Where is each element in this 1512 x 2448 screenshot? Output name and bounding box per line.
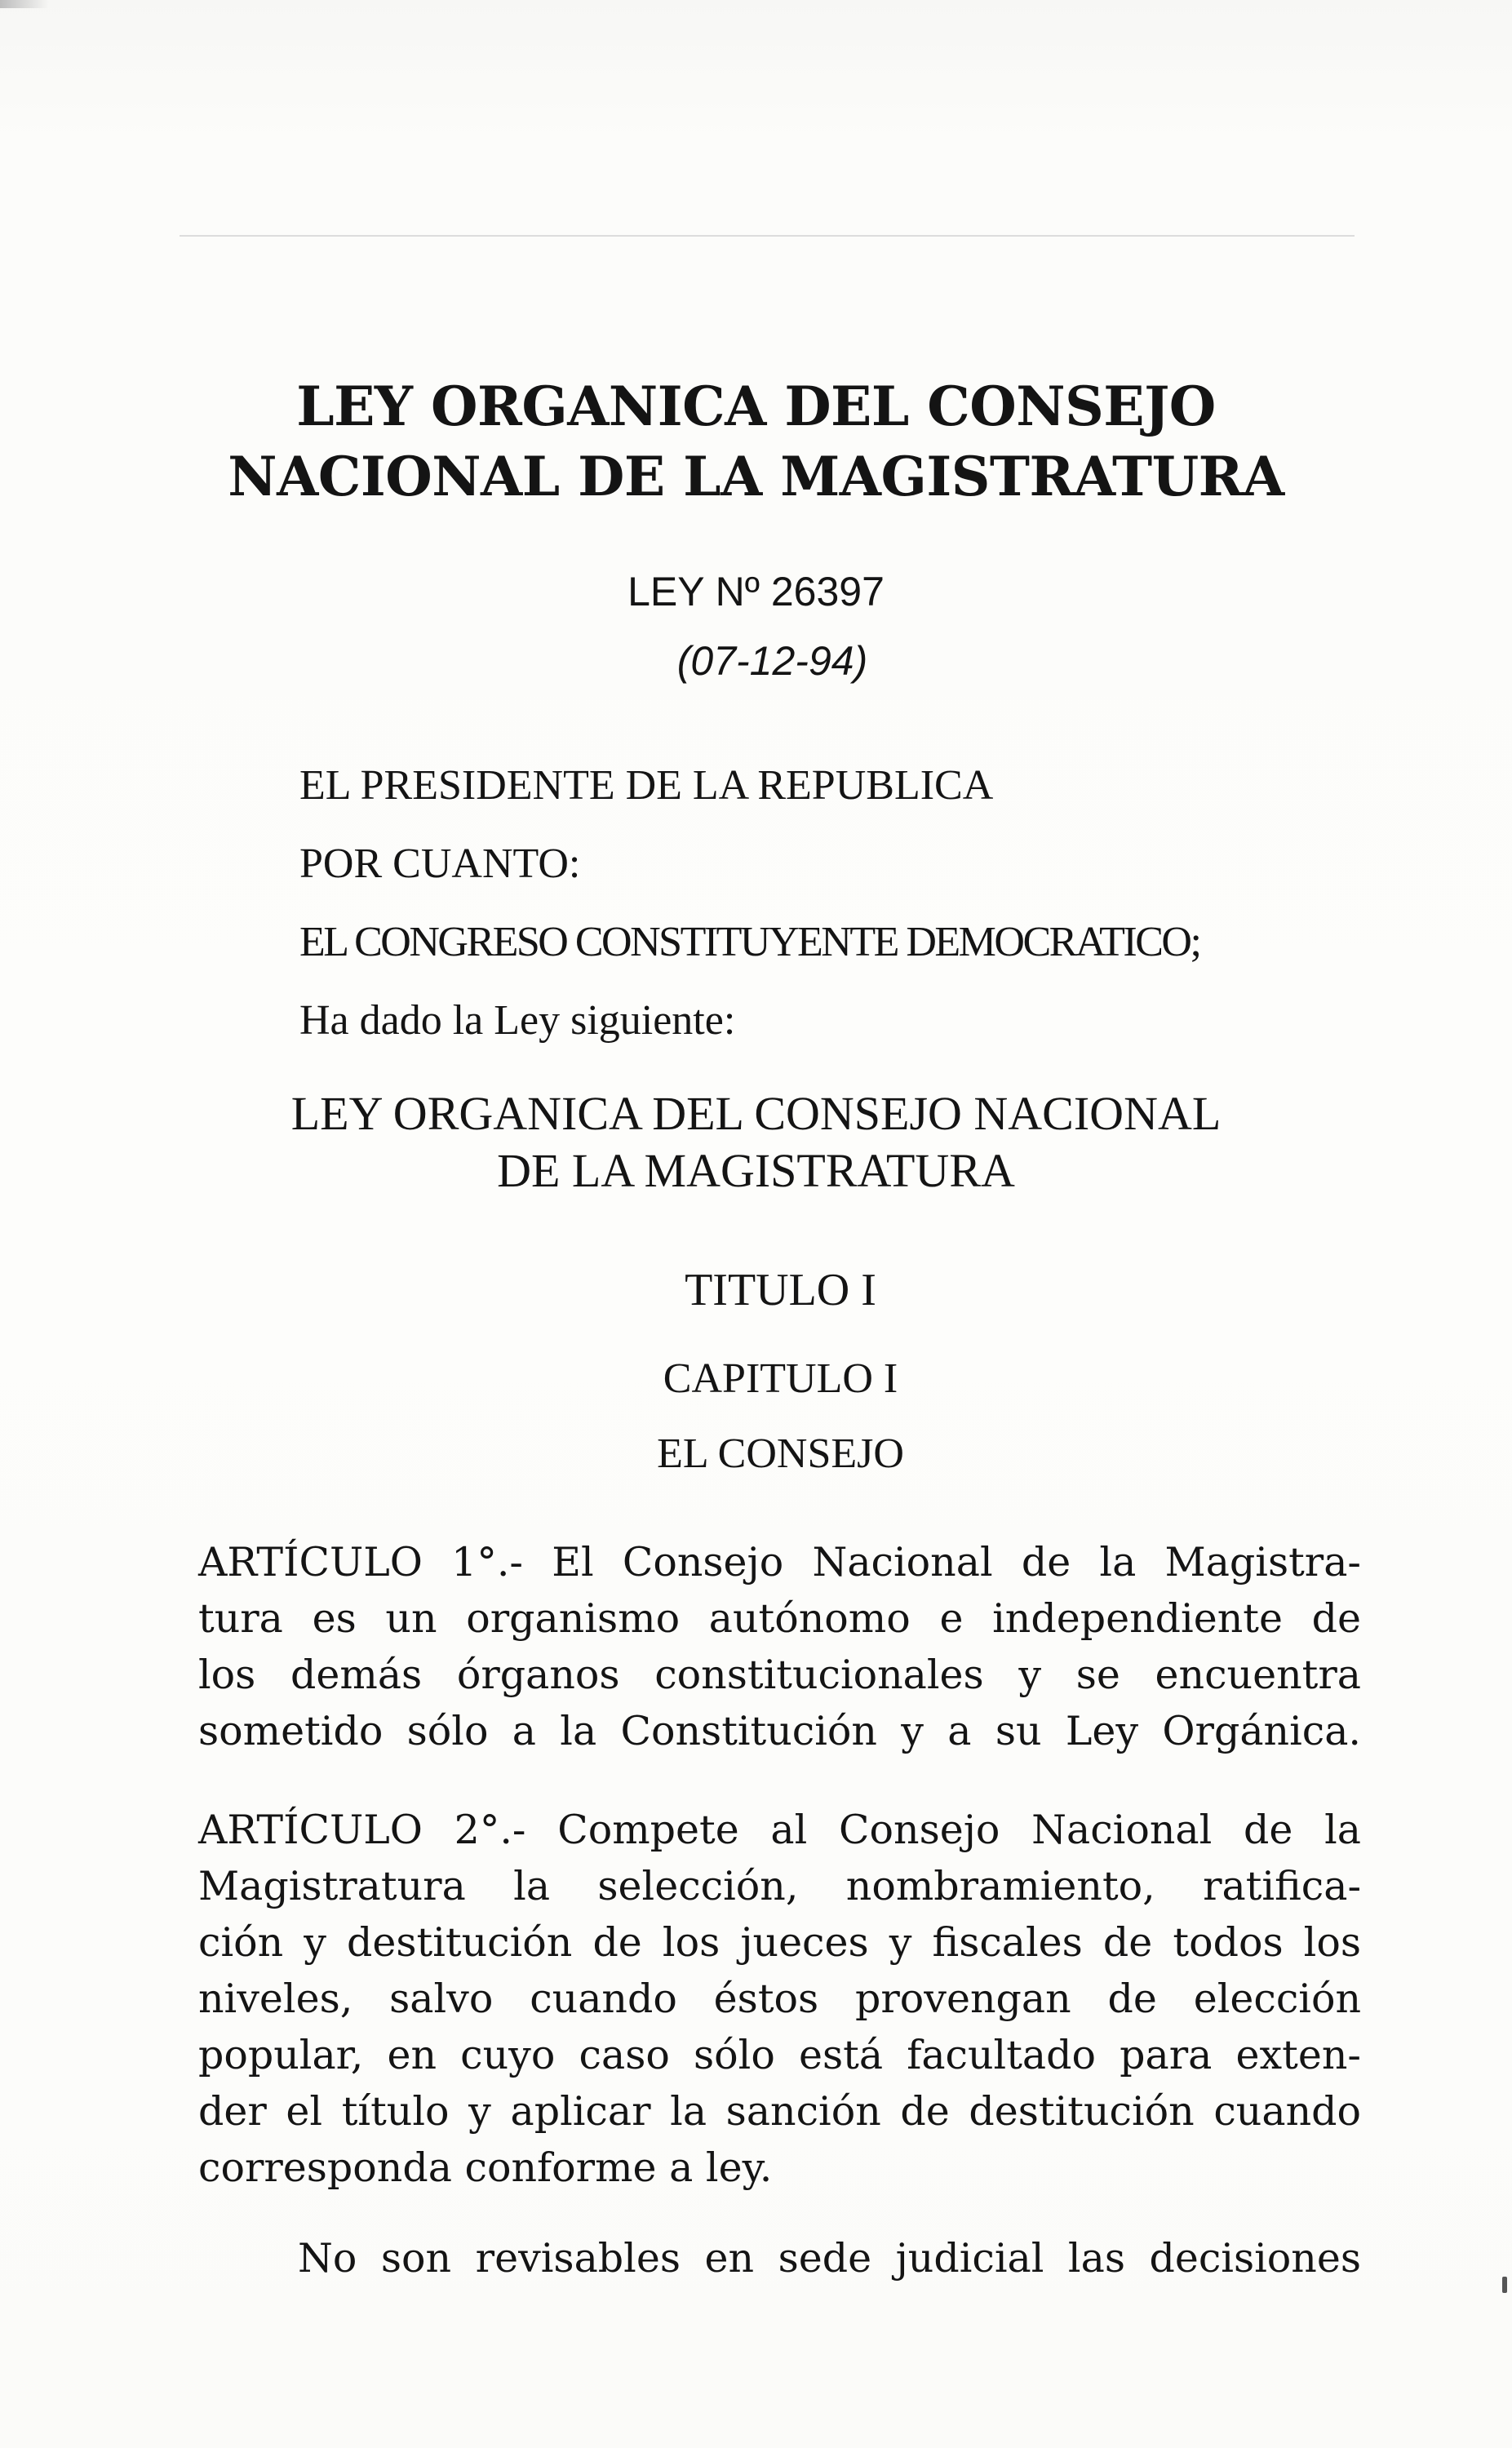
preamble-por-cuanto: POR CUANTO: xyxy=(299,840,581,887)
closing-paragraph-line: No son revisables en sede judicial las decisiones xyxy=(298,2235,1361,2282)
article-line: ARTÍCULO 1°.- El Consejo Nacional de la Magistra- xyxy=(198,1539,1361,1585)
law-subtitle-line-1: LEY ORGANICA DEL CONSEJO NACIONAL xyxy=(290,1087,1222,1140)
preamble xyxy=(299,747,1199,1060)
law-subtitle-line-2: DE LA MAGISTRATURA xyxy=(497,1144,1015,1197)
preamble-given: Ha dado la Ley siguiente: xyxy=(299,997,736,1044)
article-line: popular, en cuyo caso sólo está facultado para exten- xyxy=(198,2032,1361,2078)
article-line: Magistratura la selección, nombramiento, ratifica- xyxy=(198,1863,1361,1909)
article-1 xyxy=(198,1534,1361,1759)
law-number: LEY Nº 26397 xyxy=(627,569,885,614)
document-title xyxy=(0,371,1512,512)
article-line: ARTÍCULO 2°.- Compete al Consejo Nacional de la xyxy=(198,1807,1361,1853)
bleed-through-header-rule xyxy=(180,235,1355,237)
article-line: los demás órganos constitucionales y se encuentra xyxy=(198,1652,1361,1698)
law-subtitle xyxy=(0,1085,1512,1200)
preamble-president: EL PRESIDENTE DE LA REPUBLICA xyxy=(299,762,994,809)
document-title-line-2: NACIONAL DE LA MAGISTRATURA xyxy=(228,445,1284,508)
article-2 xyxy=(198,1802,1361,2196)
article-line: tura es un organismo autónomo e independiente de xyxy=(198,1595,1361,1642)
document-title-line-1: LEY ORGANICA DEL CONSEJO xyxy=(296,375,1216,438)
article-line: niveles, salvo cuando éstos provengan de elección xyxy=(198,1976,1361,2022)
preamble-congress: EL CONGRESO CONSTITUYENTE DEMOCRATICO; xyxy=(299,919,1200,965)
article-line: sometido sólo a la Constitución y a su Ley Orgánica. xyxy=(198,1708,1361,1754)
scan-edge-mark xyxy=(0,0,49,8)
scan-edge-dot xyxy=(1502,2277,1507,2293)
capitulo-heading: CAPITULO I xyxy=(663,1355,898,1402)
capitulo-name: EL CONSEJO xyxy=(657,1430,904,1477)
article-line: ción y destitución de los jueces y fiscales de todos los xyxy=(198,1919,1361,1966)
article-line: der el título y aplicar la sanción de destitución cuando xyxy=(198,2088,1361,2135)
titulo-heading: TITULO I xyxy=(685,1265,876,1315)
article-line: corresponda conforme a ley. xyxy=(198,2144,773,2191)
law-date: (07-12-94) xyxy=(676,638,868,684)
